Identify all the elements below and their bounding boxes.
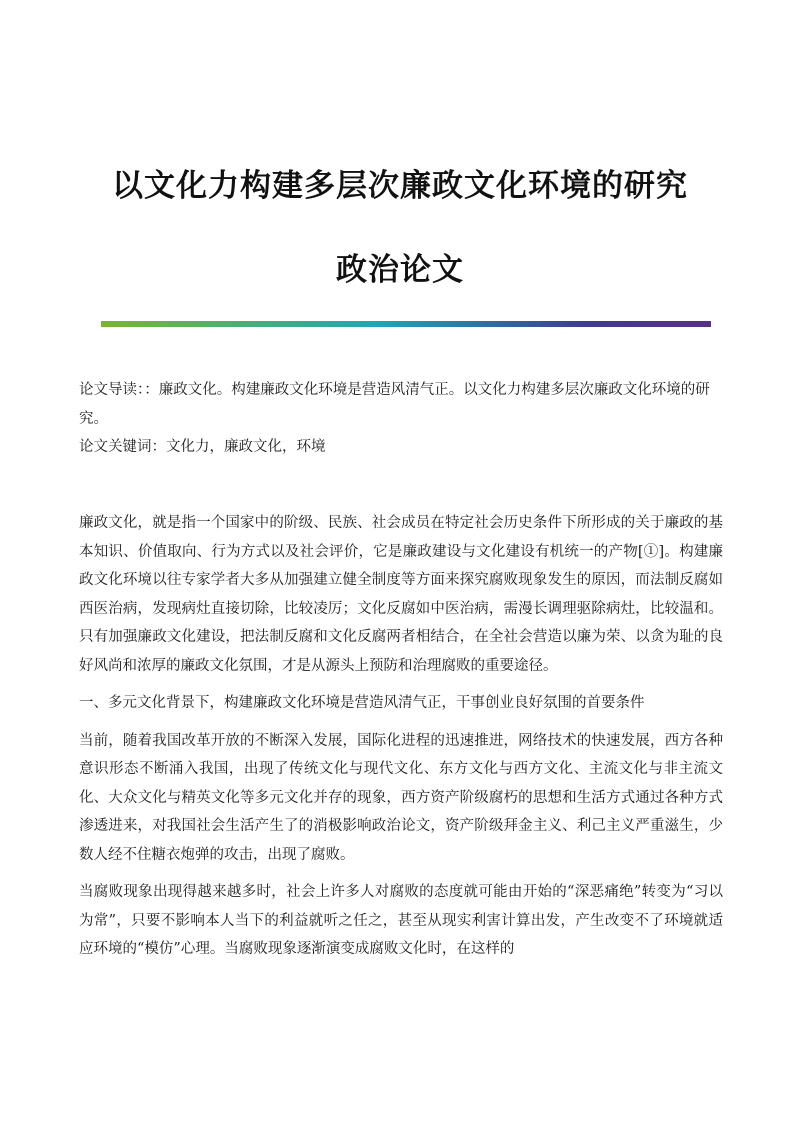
body-paragraph-2: 当前，随着我国改革开放的不断深入发展，国际化进程的迅速推进，网络技术的快速发展，西方各种意识形态不断涌入我国，出现了传统文化与现代文化、东方文化与西方文化、主流文化与非主流文化、大众文化与精英文化等多元文化并存的现象，西方资产阶级腐朽的思想和生活方式通过各种方式渗透进来，对我国社会生活产生了的消极影响政治论文，资产阶级拜金主义、利己主义严重滋生，少数人经不住糖衣炮弹的攻击，出现了腐败。 <box>79 732 723 863</box>
keywords-label: 论文关键词： <box>79 439 166 455</box>
abstract <box>79 376 723 433</box>
keywords-text: 文化力，廉政文化，环境 <box>166 439 326 455</box>
document-title-line-1: 以文化力构建多层次廉政文化环境的研究 <box>112 168 688 204</box>
divider-bar <box>101 321 711 327</box>
body-paragraph-3: 当腐败现象出现得越来越多时，社会上许多人对腐败的态度就可能由开始的“深恶痛绝”转变为“习以为常”，只要不影响本人当下的利益就听之任之，甚至从现实利害计算出发，产生改变不了环境就适应环境的“模仿”心理。当腐败现象逐渐演变成腐败文化时，在这样的 <box>79 884 723 957</box>
abstract-text: ：廉政文化。构建廉政文化环境是营造风清气正。以文化力构建多层次廉政文化环境的研究。 <box>79 382 710 427</box>
section-heading-1: 一、多元文化背景下，构建廉政文化环境是营造风清气正，干事创业良好氛围的首要条件 <box>79 695 645 711</box>
body-paragraph-1: 廉政文化，就是指一个国家中的阶级、民族、社会成员在特定社会历史条件下所形成的关于廉政的基本知识、价值取向、行为方式以及社会评价，它是廉政建设与文化建设有机统一的产物[①]。构建廉政文化环境以往专家学者大多从加强建立健全制度等方面来探究腐败现象发生的原因，而法制反腐如西医治病，发现病灶直接切除，比较凌厉；文化反腐如中医治病，需漫长调理驱除病灶，比较温和。只有加强廉政文化建设，把法制反腐和文化反腐两者相结合，在全社会营造以廉为荣、以贪为耻的良好风尚和浓厚的廉政文化氛围，才是从源头上预防和治理腐败的重要途径。 <box>79 515 723 674</box>
title-divider <box>101 321 711 327</box>
document-meta <box>79 376 723 462</box>
keywords <box>79 433 723 462</box>
abstract-label: 论文导读： <box>79 382 145 398</box>
document-title-line-2: 政治论文 <box>336 252 464 288</box>
document-body <box>79 509 723 973</box>
